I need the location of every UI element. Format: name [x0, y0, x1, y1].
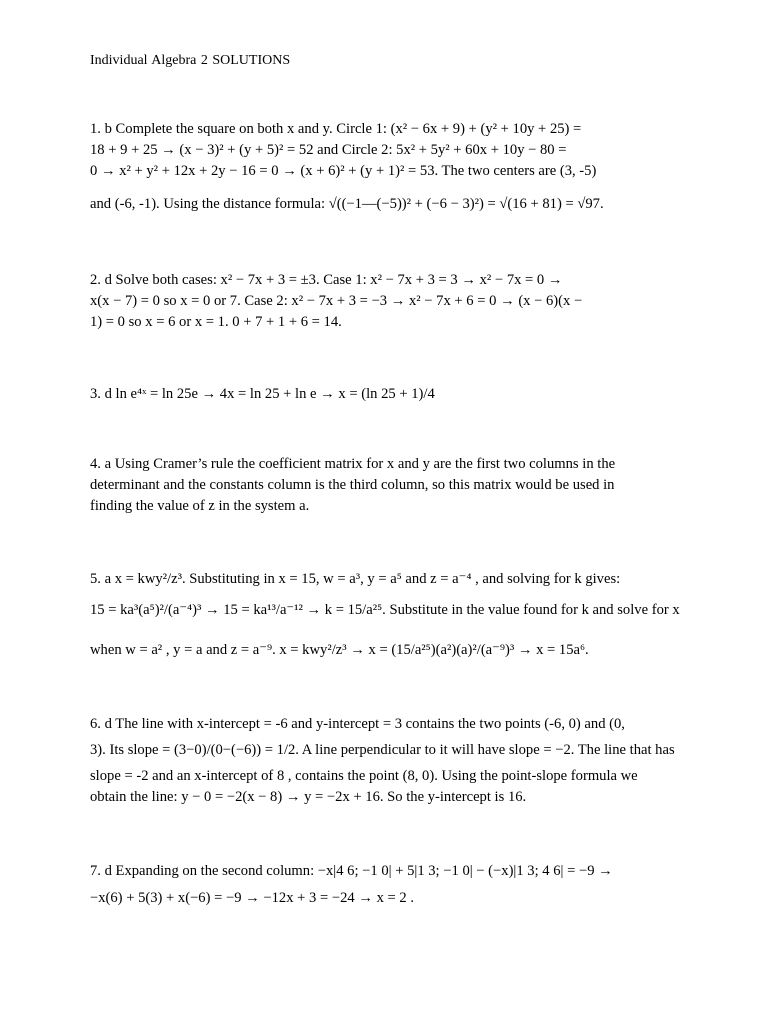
solution-5-line-1: 5. a x = kwy²/z³. Substituting in x = 15, w = a³, y = a⁵ and z = a⁻⁴ , and solving for k gives: [90, 571, 621, 587]
solution-4-line-2: determinant and the constants column is the third column, so this matrix would be used in [90, 477, 615, 493]
solution-5-line-2: 15 = ka³(a⁵)²/(a⁻⁴)³ → 15 = ka¹³/a⁻¹² → k = 15/a²⁵. Substitute in the value found for k and solve for x [90, 602, 680, 618]
solution-4-line-3: finding the value of z in the system a. [90, 498, 310, 514]
solution-4-line-1: 4. a Using Cramer’s rule the coefficient matrix for x and y are the first two columns in the [90, 456, 616, 472]
solution-2-line-3: 1) = 0 so x = 6 or x = 1. 0 + 7 + 1 + 6 = 14. [90, 314, 342, 330]
solution-7-line-2: −x(6) + 5(3) + x(−6) = −9 → −12x + 3 = −24 → x = 2 . [90, 890, 415, 906]
solution-3-line-1: 3. d ln e⁴ˣ = ln 25e → 4x = ln 25 + ln e → x = (ln 25 + 1)/4 [90, 386, 435, 402]
solution-5-line-3: when w = a² , y = a and z = a⁻⁹. x = kwy²/z³ → x = (15/a²⁵)(a²)(a)²/(a⁻⁹)³ → x = 15a⁶. [90, 642, 589, 658]
solution-6-line-3: slope = -2 and an x-intercept of 8 , contains the point (8, 0). Using the point-slope formula we [90, 768, 638, 784]
solution-2-line-1: 2. d Solve both cases: x² − 7x + 3 = ±3. Case 1: x² − 7x + 3 = 3 → x² − 7x = 0 → [90, 272, 563, 288]
solution-1-line-2: 18 + 9 + 25 → (x − 3)² + (y + 5)² = 52 and Circle 2: 5x² + 5y² + 60x + 10y − 80 = [90, 142, 567, 158]
page-title: Individual Algebra 2 SOLUTIONS [90, 53, 291, 68]
solution-1-line-1: 1. b Complete the square on both x and y. Circle 1: (x² − 6x + 9) + (y² + 10y + 25) = [90, 121, 582, 137]
solution-6-line-2: 3). Its slope = (3−0)/(0−(−6)) = 1/2. A line perpendicular to it will have slope = −2. The line that has [90, 742, 675, 758]
solution-6-line-1: 6. d The line with x-intercept = -6 and y-intercept = 3 contains the two points (-6, 0) and (0, [90, 716, 625, 732]
solution-1-line-4: and (-6, -1). Using the distance formula: √((−1—(−5))² + (−6 − 3)²) = √(16 + 81) = √97. [90, 196, 604, 212]
solution-2-line-2: x(x − 7) = 0 so x = 0 or 7. Case 2: x² − 7x + 3 = −3 → x² − 7x + 6 = 0 → (x − 6)(x − [90, 293, 583, 309]
solution-1-line-3: 0 → x² + y² + 12x + 2y − 16 = 0 → (x + 6)² + (y + 1)² = 53. The two centers are (3, -5) [90, 163, 597, 179]
solution-6-line-4: obtain the line: y − 0 = −2(x − 8) → y = −2x + 16. So the y-intercept is 16. [90, 789, 527, 805]
solution-7-line-1: 7. d Expanding on the second column: −x|4 6; −1 0| + 5|1 3; −1 0| − (−x)|1 3; 4 6| = −9 → [90, 863, 613, 879]
